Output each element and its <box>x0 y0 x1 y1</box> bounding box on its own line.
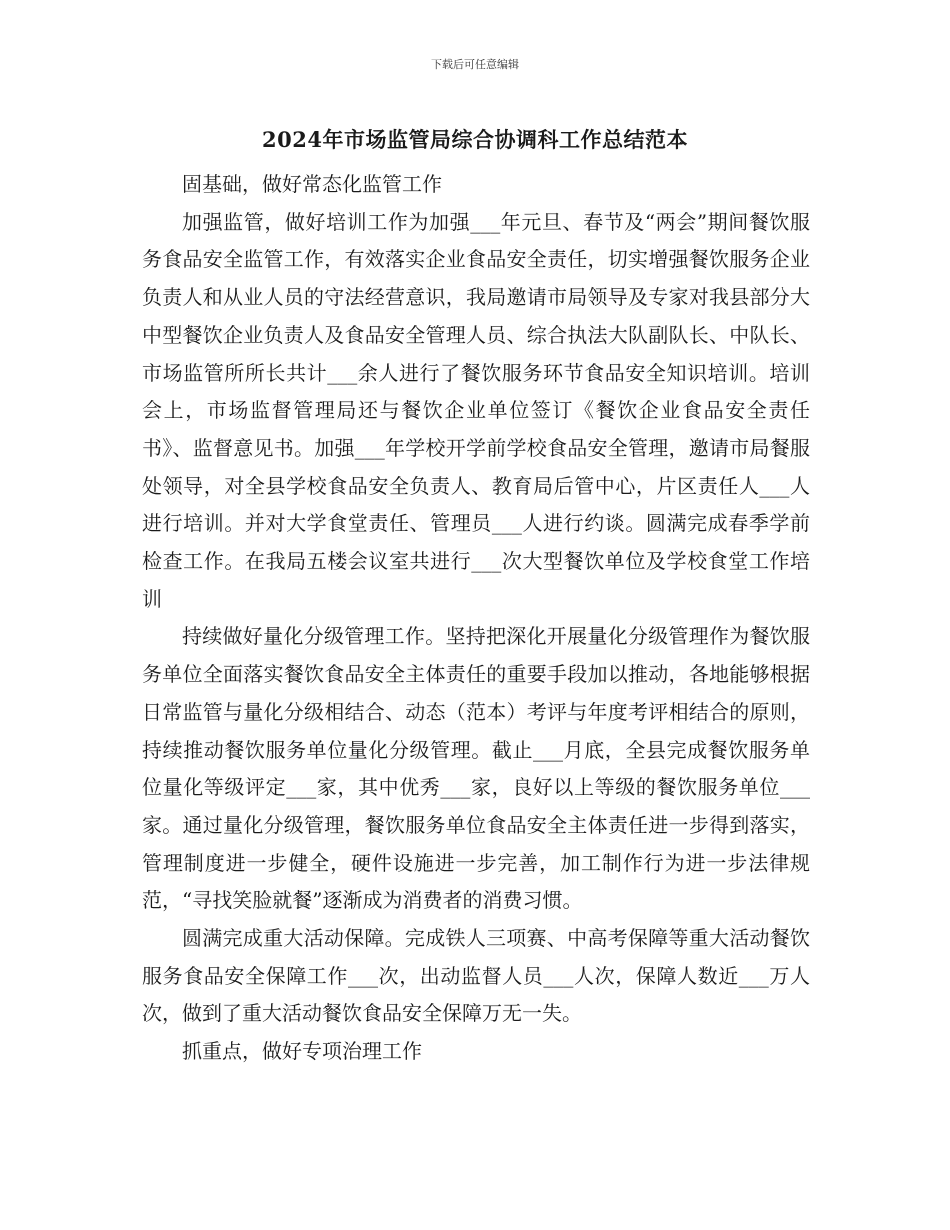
section-heading-foundation: 固基础，做好常态化监管工作 <box>182 172 442 196</box>
document-body <box>142 166 810 1071</box>
paragraph-grading-management: 持续做好量化分级管理工作。坚持把深化开展量化分级管理作为餐饮服务单位全面落实餐饮食品安全主体责任的重要手段加以推动，各地能够根据日常监管与量化分级相结合、动态（范本）考评与年度考评相结合的原则，持续推动餐饮服务单位量化分级管理。截止___月底，全县完成餐饮服务单位量化等级评定___家，其中优秀___家，良好以上等级的餐饮服务单位___家。通过量化分级管理，餐饮服务单位食品安全主体责任进一步得到落实，管理制度进一步健全，硬件设施进一步完善，加工制作行为进一步法律规范，“寻找笑脸就餐”逐渐成为消费者的消费习惯。 <box>142 624 810 913</box>
document-title: 2024年市场监管局综合协调科工作总结范本 <box>262 127 688 152</box>
paragraph-major-events: 圆满完成重大活动保障。完成铁人三项赛、中高考保障等重大活动餐饮服务食品安全保障工作___次，出动监督人员___人次，保障人数近___万人次，做到了重大活动餐饮食品安全保障万无一失。 <box>142 926 810 1026</box>
section-heading-special-governance: 抓重点，做好专项治理工作 <box>182 1039 422 1064</box>
paragraph-training: 加强监管，做好培训工作为加强___年元旦、春节及“两会”期间餐饮服务食品安全监管工作，有效落实企业食品安全责任，切实增强餐饮服务企业负责人和从业人员的守法经营意识，我局邀请市局领导及专家对我县部分大中型餐饮企业负责人及食品安全管理人员、综合执法大队副队长、中队长、市场监管所所长共计___余人进行了餐饮服务环节食品安全知识培训。培训会上，市场监督管理局还与餐饮企业单位签订《餐饮企业食品安全责任书》、监督意见书。加强___年学校开学前学校食品安全管理，邀请市局餐服处领导，对全县学校食品安全负责人、教育局后管中心，片区责任人___人进行培训。并对大学食堂责任、管理员___人进行约谈。圆满完成春季学前检查工作。在我局五楼会议室共进行___次大型餐饮单位及学校食堂工作培训 <box>142 209 810 611</box>
page-header-note: 下载后可任意编辑 <box>431 58 519 71</box>
